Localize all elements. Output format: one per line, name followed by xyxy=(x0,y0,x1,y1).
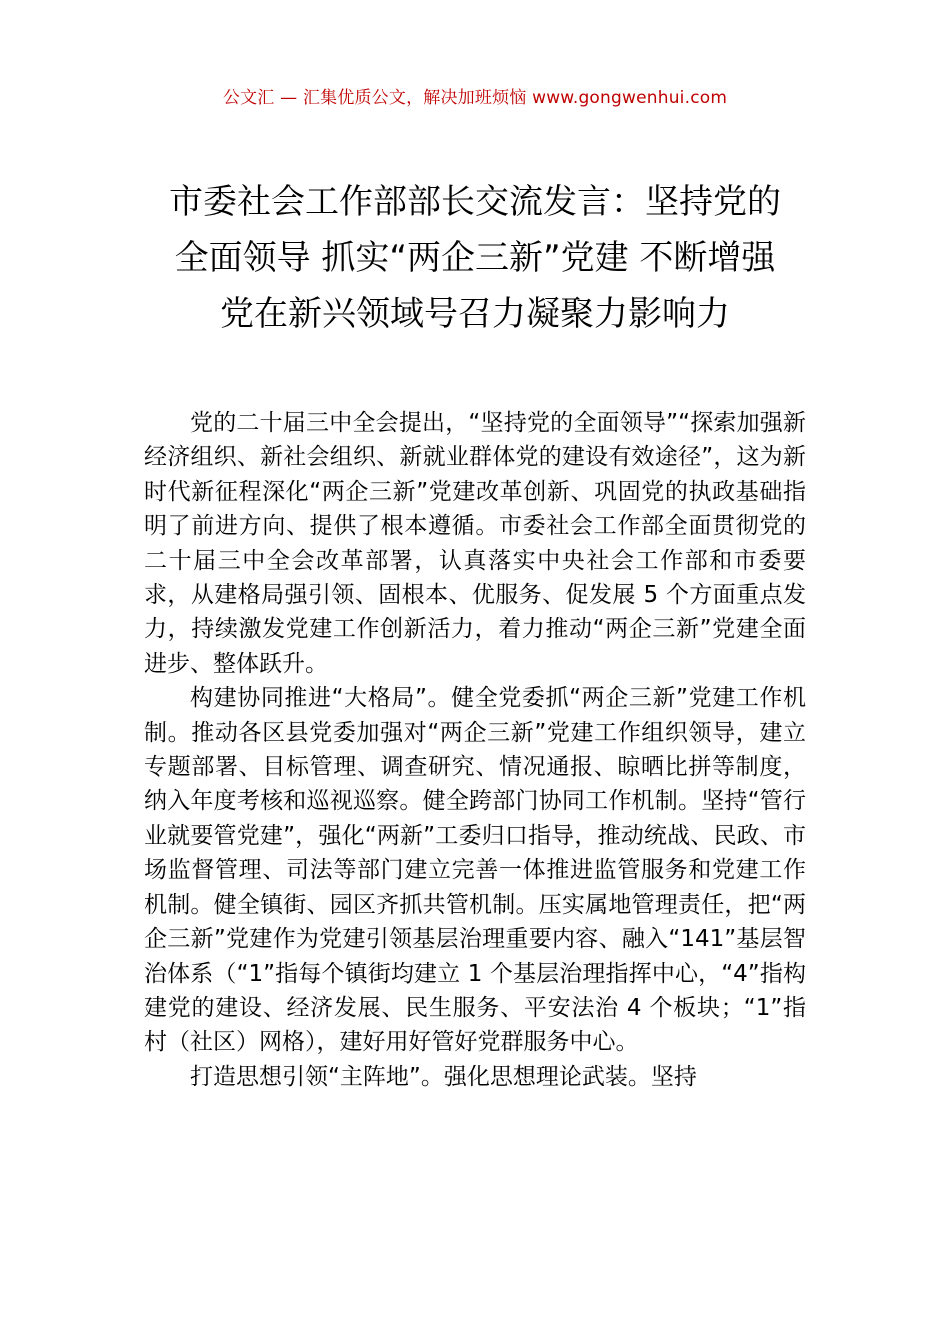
title-line: 市委社会工作部部长交流发言：坚持党的 xyxy=(169,182,781,222)
title-line: 党在新兴领域号召力凝聚力影响力 xyxy=(220,294,730,334)
body-paragraph: 党的二十届三中全会提出，“坚持党的全面领导”“探索加强新经济组织、新社会组织、新就业群体党的建设有效途径”，这为新时代新征程深化“两企三新”党建改革创新、巩固党的执政基础指明了前进方向、提供了根本遵循。市委社会工作部全面贯彻党的二十届三中全会改革部署，认真落实中央社会工作部和市委要求，从建格局强引领、固根本、优服务、促发展 5 个方面重点发力，持续激发党建工作创新活力，着力推动“两企三新”党建全面进步、整体跃升。 xyxy=(144,410,806,677)
site-banner: 公文汇 — 汇集优质公文，解决加班烦恼 www.gongwenhui.com xyxy=(222,88,728,108)
body-paragraph: 构建协同推进“大格局”。健全党委抓“两企三新”党建工作机制。推动各区县党委加强对“两企三新”党建工作组织领导，建立专题部署、目标管理、调查研究、情况通报、晾晒比拼等制度，纳入年度考核和巡视巡察。健全跨部门协同工作机制。坚持“管行业就要管党建”，强化“两新”工委归口指导，推动统战、民政、市场监督管理、司法等部门建立完善一体推进监管服务和党建工作机制。健全镇街、园区齐抓共管机制。压实属地管理责任，把“两企三新”党建作为党建引领基层治理重要内容、融入“141”基层智治体系（“1”指每个镇街均建立 1 个基层治理指挥中心，“4”指构建党的建设、经济发展、民生服务、平安法治 4 个板块；“1”指村（社区）网格），建好用好管好党群服务中心。 xyxy=(144,685,806,1056)
body-paragraph: 打造思想引领“主阵地”。强化思想理论武装。坚持 xyxy=(190,1063,697,1090)
document-body xyxy=(144,406,806,1094)
title-line: 全面领导 抓实“两企三新”党建 不断增强 xyxy=(174,238,776,278)
document-title xyxy=(110,174,840,342)
